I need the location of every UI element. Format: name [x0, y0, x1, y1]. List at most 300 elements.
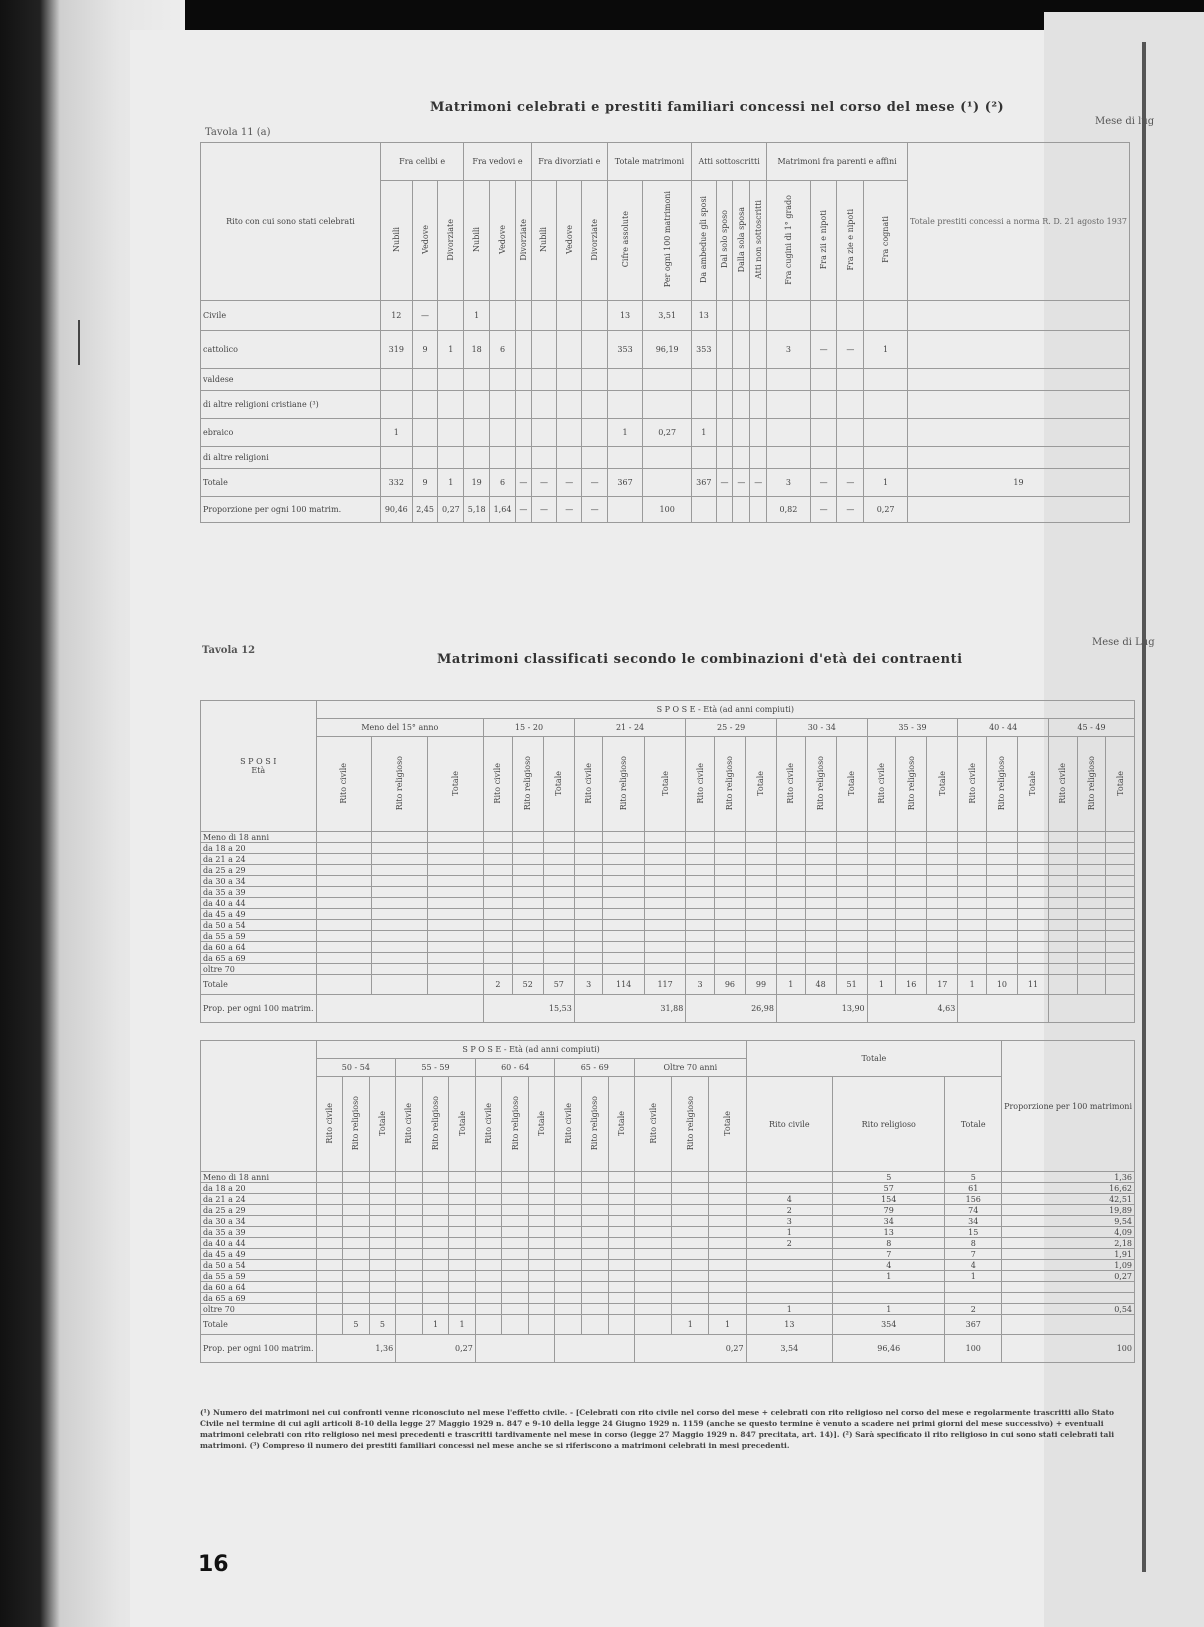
table-cell [512, 876, 543, 887]
table-cell [745, 964, 776, 975]
totale-col-header: Rito civile [746, 1077, 832, 1172]
table-cell [635, 1293, 672, 1304]
table-cell [745, 942, 776, 953]
table-cell [396, 1249, 423, 1260]
table-cell [438, 301, 464, 331]
table-cell: — [412, 301, 438, 331]
table-cell [750, 419, 767, 447]
sub-col-label: Rito religioso [395, 755, 405, 811]
table-cell [582, 1194, 609, 1205]
table-cell [582, 1315, 609, 1335]
table-cell [1048, 953, 1077, 964]
table-cell [1106, 942, 1135, 953]
table11-col-label: Vedove [564, 225, 574, 254]
table-cell [716, 301, 733, 331]
table-cell [867, 964, 896, 975]
table-cell [714, 964, 745, 975]
table-cell [543, 964, 574, 975]
table-cell [603, 887, 644, 898]
table-cell: — [582, 497, 607, 523]
table-cell [422, 1205, 449, 1216]
table-cell [396, 1194, 423, 1205]
side-cell [908, 369, 1130, 391]
sub-col-header [686, 737, 715, 832]
table-cell [582, 1172, 609, 1183]
table-row [201, 1238, 1135, 1249]
table11-col-label: Fra zie e nipoti [845, 208, 855, 271]
sub-col-header [958, 737, 987, 832]
tot-civile-cell [746, 1260, 832, 1271]
totale-header: Totale [746, 1041, 1001, 1077]
table-cell: 117 [644, 975, 685, 995]
table-cell [528, 1282, 555, 1293]
table-cell: 0,82 [767, 497, 811, 523]
table-cell [396, 1183, 423, 1194]
side-cell [908, 497, 1130, 523]
grand-prop-cell: 96,46 [833, 1335, 945, 1363]
table-cell [896, 876, 927, 887]
table-cell [896, 920, 927, 931]
tot-tot-cell: 5 [945, 1172, 1002, 1183]
table-cell [958, 843, 987, 854]
table-cell [716, 447, 733, 469]
table-cell [686, 942, 715, 953]
row-label: Totale [201, 469, 381, 497]
table-cell [428, 942, 484, 953]
table-cell [412, 369, 438, 391]
table-cell [1017, 887, 1048, 898]
table-cell [316, 942, 372, 953]
table11-grid [200, 142, 1130, 523]
table-cell [396, 1304, 423, 1315]
table-cell [475, 1260, 502, 1271]
table-cell: — [810, 469, 837, 497]
table11-col-header [412, 181, 438, 301]
table-cell: 1 [867, 975, 896, 995]
tot-relig-cell: 5 [833, 1172, 945, 1183]
table-row [201, 1205, 1135, 1216]
table-cell [837, 419, 864, 447]
table-cell [1077, 953, 1106, 964]
age-group-header: 50 - 54 [316, 1059, 396, 1077]
table-cell [837, 447, 864, 469]
table-cell [484, 898, 513, 909]
table-cell [502, 1293, 529, 1304]
table-cell [927, 854, 958, 865]
table-cell [836, 931, 867, 942]
totale-col-header: Rito religioso [833, 1077, 945, 1172]
table-cell [369, 1205, 396, 1216]
table-cell [531, 391, 556, 419]
table-cell [927, 964, 958, 975]
table-cell [475, 1205, 502, 1216]
sub-col-label: Rito religioso [619, 755, 629, 811]
table-cell [484, 920, 513, 931]
sub-col-label: Totale [937, 770, 947, 796]
table-cell [864, 419, 908, 447]
table-cell [343, 1293, 370, 1304]
table-cell [867, 931, 896, 942]
prop-cell: 0,54 [1002, 1304, 1135, 1315]
table-cell [867, 865, 896, 876]
table-cell [603, 920, 644, 931]
table-cell [381, 447, 413, 469]
table-cell [1077, 942, 1106, 953]
sub-col-header [672, 1077, 709, 1172]
table-cell: 3 [574, 975, 603, 995]
table-cell [343, 1271, 370, 1282]
table-cell: 13 [607, 301, 642, 331]
tot-tot-cell: 156 [945, 1194, 1002, 1205]
table11-col-header [438, 181, 464, 301]
table-cell [776, 942, 805, 953]
table-cell [714, 876, 745, 887]
table-cell [475, 1271, 502, 1282]
table11-col-label: Nubili [472, 227, 482, 252]
table-cell [1106, 953, 1135, 964]
table12-label: Tavola 12 [202, 645, 256, 656]
table-cell: 367 [692, 469, 716, 497]
table-cell [316, 1205, 343, 1216]
table-cell [607, 497, 642, 523]
totale-label: Totale [201, 975, 317, 995]
table-cell [555, 1304, 582, 1315]
table-cell: 17 [927, 975, 958, 995]
table-cell [372, 920, 428, 931]
table-cell [582, 1304, 609, 1315]
sub-col-label: Rito religioso [590, 1095, 600, 1151]
prop-cell: 1,91 [1002, 1249, 1135, 1260]
tot-relig-cell [833, 1293, 945, 1304]
table-cell [381, 391, 413, 419]
table-cell [557, 391, 582, 419]
table-row [201, 876, 1135, 887]
table-cell [528, 1238, 555, 1249]
table-cell [369, 1227, 396, 1238]
sub-col-header [502, 1077, 529, 1172]
prop-cell: 0,27 [1002, 1271, 1135, 1282]
table-cell [805, 931, 836, 942]
table-cell [555, 1293, 582, 1304]
age-label: da 30 a 34 [201, 1216, 317, 1227]
sposi-header [201, 701, 317, 832]
sub-col-label: Rito civile [493, 762, 503, 804]
table-cell [422, 1172, 449, 1183]
table-cell [502, 1282, 529, 1293]
table-cell [555, 1282, 582, 1293]
table-cell: 1 [692, 419, 716, 447]
table11-col-label: Atti non sottoscritti [753, 200, 763, 279]
table-cell [776, 931, 805, 942]
table-cell [686, 898, 715, 909]
grand-prop-cell: 100 [945, 1335, 1002, 1363]
spose-header-bottom: S P O S E - Età (ad anni compiuti) [316, 1041, 746, 1059]
tot-civile-cell: 2 [746, 1205, 832, 1216]
sub-col-label: Rito religioso [906, 755, 916, 811]
table-cell [422, 1304, 449, 1315]
table-cell [776, 843, 805, 854]
table-cell [343, 1249, 370, 1260]
age-label: da 18 a 20 [201, 1183, 317, 1194]
table-cell [867, 887, 896, 898]
table-cell [896, 942, 927, 953]
table-cell [867, 920, 896, 931]
table-cell [986, 865, 1017, 876]
table-row [201, 1271, 1135, 1282]
table-cell [927, 865, 958, 876]
table11-title: Matrimoni celebrati e prestiti familiari concessi nel corso del mese (¹) (²) [430, 100, 1005, 115]
table-cell [422, 1216, 449, 1227]
table-cell [776, 909, 805, 920]
table-cell: 2,45 [412, 497, 438, 523]
table-cell [438, 369, 464, 391]
table-cell: 1 [438, 331, 464, 369]
table-cell [635, 1172, 672, 1183]
table-cell [836, 898, 867, 909]
bottom-blank-header [201, 1041, 317, 1172]
table-cell [574, 920, 603, 931]
table-row [201, 1282, 1135, 1293]
tot-civile-cell [746, 1282, 832, 1293]
table-cell [464, 447, 490, 469]
table-cell [603, 953, 644, 964]
table-cell [512, 832, 543, 843]
table-cell: 90,46 [381, 497, 413, 523]
table-cell [528, 1293, 555, 1304]
table-cell [672, 1172, 709, 1183]
table-cell [316, 1238, 343, 1249]
table-cell [372, 887, 428, 898]
table-cell [428, 843, 484, 854]
table-cell [343, 1216, 370, 1227]
table-cell [543, 832, 574, 843]
tot-relig-cell [833, 1282, 945, 1293]
table-cell [343, 1282, 370, 1293]
table-cell [716, 369, 733, 391]
table-row [201, 931, 1135, 942]
sub-col-label: Rito religioso [685, 1095, 695, 1151]
sub-col-header [714, 737, 745, 832]
table11-col-header [582, 181, 607, 301]
table-cell [644, 854, 685, 865]
table11-col-header [716, 181, 733, 301]
table-cell [986, 876, 1017, 887]
sub-col-label: Rito civile [876, 762, 886, 804]
table-cell [528, 1304, 555, 1315]
table-cell [543, 843, 574, 854]
table-cell: 367 [607, 469, 642, 497]
table-cell [745, 953, 776, 964]
table12-bottom-grid [200, 1040, 1135, 1363]
tot-civile-cell [746, 1172, 832, 1183]
table-cell [836, 865, 867, 876]
table-cell [776, 832, 805, 843]
sub-col-label: Rito religioso [510, 1095, 520, 1151]
table-cell [369, 1183, 396, 1194]
age-group-header: 21 - 24 [574, 719, 685, 737]
table-cell [449, 1216, 476, 1227]
age-group-header: 15 - 20 [484, 719, 575, 737]
table-cell [1077, 843, 1106, 854]
age-group-header: Oltre 70 anni [635, 1059, 747, 1077]
table-cell [635, 1216, 672, 1227]
sub-col-label: Totale [723, 1110, 733, 1136]
table-cell [709, 1238, 746, 1249]
table-cell [422, 1282, 449, 1293]
table-cell [635, 1304, 672, 1315]
table-cell [692, 497, 716, 523]
table-cell [767, 301, 811, 331]
table-cell [686, 909, 715, 920]
table-cell [733, 301, 750, 331]
sub-col-header [603, 737, 644, 832]
table-cell [692, 391, 716, 419]
age-group-header: 25 - 29 [686, 719, 777, 737]
table-cell [635, 1238, 672, 1249]
sub-col-label: Totale [377, 1110, 387, 1136]
table-cell [1017, 964, 1048, 975]
prop-cell: 2,18 [1002, 1238, 1135, 1249]
table-cell [396, 1282, 423, 1293]
table-cell [1048, 843, 1077, 854]
table-cell [805, 887, 836, 898]
table-cell [867, 953, 896, 964]
table-cell [484, 854, 513, 865]
table-cell [986, 964, 1017, 975]
table-cell [810, 391, 837, 419]
table-row [201, 369, 1130, 391]
table-cell: — [531, 469, 556, 497]
table-cell [776, 854, 805, 865]
age-label: da 21 a 24 [201, 1194, 317, 1205]
table-cell [502, 1172, 529, 1183]
table-cell [686, 843, 715, 854]
table-cell [608, 1304, 635, 1315]
table-cell [484, 964, 513, 975]
table-cell [635, 1282, 672, 1293]
table-cell [644, 887, 685, 898]
table-cell [1077, 931, 1106, 942]
sub-col-label: Rito civile [648, 1102, 658, 1144]
sub-col-header [1048, 737, 1077, 832]
tot-tot-cell: 61 [945, 1183, 1002, 1194]
table-cell [475, 1238, 502, 1249]
table-cell [714, 898, 745, 909]
table-cell [316, 898, 372, 909]
table-cell [582, 391, 607, 419]
table-cell [343, 1205, 370, 1216]
table-row [201, 854, 1135, 865]
table-cell: 1 [776, 975, 805, 995]
table-cell [709, 1205, 746, 1216]
table-cell: — [515, 497, 531, 523]
table-cell [582, 419, 607, 447]
table-cell [484, 942, 513, 953]
tot-tot-cell: 74 [945, 1205, 1002, 1216]
age-group-header: 65 - 69 [555, 1059, 635, 1077]
table-cell [958, 964, 987, 975]
table-cell: — [716, 469, 733, 497]
table-cell [608, 1172, 635, 1183]
age-group-header: 35 - 39 [867, 719, 958, 737]
table-cell [531, 301, 556, 331]
table-cell: 5,18 [464, 497, 490, 523]
table-cell [805, 854, 836, 865]
table-cell [372, 964, 428, 975]
table-cell: 1 [381, 419, 413, 447]
tot-relig-cell: 34 [833, 1216, 945, 1227]
table-cell [438, 419, 464, 447]
table-cell [449, 1271, 476, 1282]
table-cell [644, 909, 685, 920]
table-cell: 353 [692, 331, 716, 369]
table-cell [810, 369, 837, 391]
table-cell [603, 964, 644, 975]
table-cell [484, 865, 513, 876]
table-cell [1017, 832, 1048, 843]
table-cell: — [531, 497, 556, 523]
table-cell [896, 854, 927, 865]
tot-civile-cell: 1 [746, 1304, 832, 1315]
table-cell [927, 920, 958, 931]
table-cell [372, 843, 428, 854]
table-cell [644, 920, 685, 931]
table-cell [316, 887, 372, 898]
table-cell [555, 1260, 582, 1271]
table-cell [484, 876, 513, 887]
prop-cell [475, 1335, 555, 1363]
sub-col-label: Rito civile [695, 762, 705, 804]
tot-tot-cell: 2 [945, 1304, 1002, 1315]
row-label: ebraico [201, 419, 381, 447]
table-cell [896, 843, 927, 854]
table-cell [709, 1271, 746, 1282]
sub-col-header [343, 1077, 370, 1172]
row-label: di altre religioni cristiane (³) [201, 391, 381, 419]
prop-cell [1002, 1293, 1135, 1304]
table-cell [512, 931, 543, 942]
table-cell [672, 1293, 709, 1304]
table-cell [864, 369, 908, 391]
table-cell: 18 [464, 331, 490, 369]
table-cell [745, 876, 776, 887]
table-cell [582, 1249, 609, 1260]
table-cell [714, 887, 745, 898]
table-cell: 57 [543, 975, 574, 995]
prop-cell: 16,62 [1002, 1183, 1135, 1194]
table-cell [574, 942, 603, 953]
table-cell [927, 843, 958, 854]
table-cell [543, 931, 574, 942]
table-cell [603, 843, 644, 854]
table-cell [608, 1194, 635, 1205]
table-row [201, 964, 1135, 975]
tot-relig-cell: 57 [833, 1183, 945, 1194]
table-cell [714, 832, 745, 843]
table-cell [582, 1183, 609, 1194]
table-cell [608, 1282, 635, 1293]
table-cell [986, 920, 1017, 931]
table-cell [1106, 843, 1135, 854]
table-cell [449, 1260, 476, 1271]
table11-label: Tavola 11 (a) [205, 127, 271, 138]
table-cell [1077, 854, 1106, 865]
table-cell [805, 876, 836, 887]
table-cell [490, 391, 516, 419]
table-cell [1048, 854, 1077, 865]
table-cell [672, 1260, 709, 1271]
table-cell [316, 876, 372, 887]
